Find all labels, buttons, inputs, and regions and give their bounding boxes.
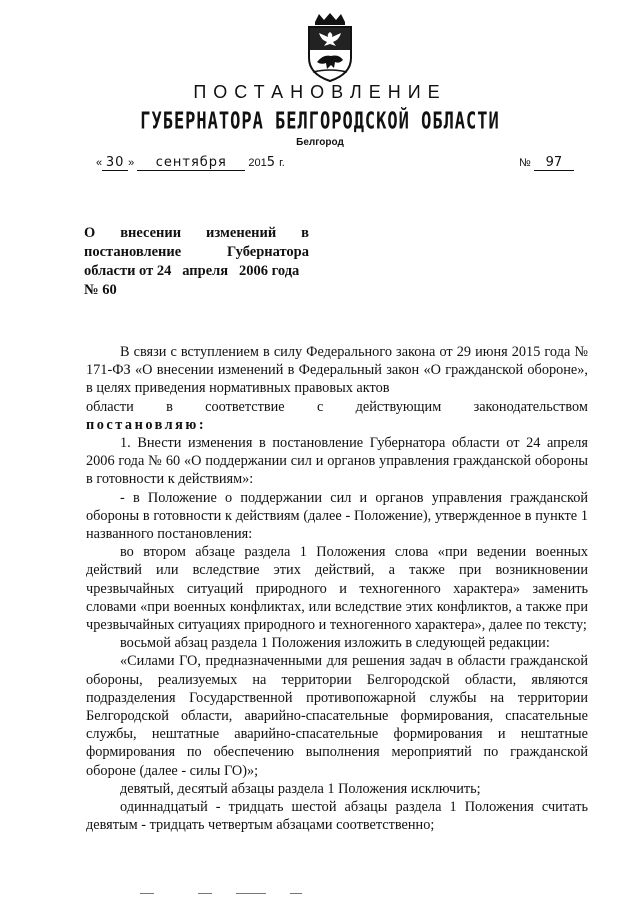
paragraph-preamble-last-line (86, 398, 588, 416)
date-year-unit: г. (279, 157, 285, 169)
body-word: законодательством (473, 398, 588, 415)
paragraph-exclusion: девятый, десятый абзацы раздела 1 Положения исключить; (120, 780, 481, 797)
subject-line: № 60 (84, 282, 117, 298)
issuer-title: ГУБЕРНАТОРА БЕЛГОРОДСКОЙ ОБЛАСТИ (140, 108, 500, 135)
document-body (86, 343, 588, 834)
belgorod-coat-of-arms-icon (301, 12, 359, 82)
subject-line: области от 24 апреля 2006 года (84, 263, 300, 279)
number-prefix: № (519, 157, 531, 169)
subject-word: О (84, 225, 96, 241)
body-word: действующим (355, 398, 442, 415)
paragraph-renumbering: одиннадцатый - тридцать шестой абзацы раздела 1 Положения считать девятым - тридцать четвертым абзацами соответственно; (86, 799, 588, 834)
date-month: сентября (137, 155, 245, 171)
document-date (96, 155, 285, 171)
date-close-quote: » (128, 157, 135, 169)
decree-word: постановляю: (86, 416, 207, 433)
subject-line (84, 243, 309, 262)
paragraph-regulation-amend: - в Положение о поддержании сил и органов управления гражданской обороны в готовности к действиям (далее - Положение), утвержденное в пункте 1 названного постановления: (86, 489, 588, 543)
subject-word: в (301, 225, 309, 241)
document-number (519, 155, 574, 171)
subject-word: Губернатора (226, 244, 309, 260)
document-subject (84, 224, 309, 300)
paragraph-second-para-amend: во втором абзаце раздела 1 Положения слова «при ведении военных действий или вследствие этих действий, а также при возникновении чрезвычайных ситуаций природного и техногенного характера» заменить словами «при военных конфликтах, или вследствие этих конфликтов, а также при чрезвычайных ситуациях природного и техногенного характера», далее по тексту; (86, 544, 588, 634)
subject-line (84, 224, 309, 243)
body-word: в (166, 398, 173, 415)
date-open-quote: « (96, 157, 103, 169)
paragraph-item-1: 1. Внести изменения в постановление Губернатора области от 24 апреля 2006 года № 60 «О поддержании сил и органов управления гражданской обороны в готовности к действиям»: (86, 435, 588, 488)
body-word: области (86, 398, 134, 415)
date-day: 30 (102, 155, 128, 171)
body-word: соответствие (205, 398, 285, 415)
date-year-prefix: 201 (248, 157, 267, 169)
number-value: 97 (534, 155, 574, 171)
date-year-suffix: 5 (266, 155, 277, 170)
paragraph-forces-definition: «Силами ГО, предназначенными для решения задач в области гражданской обороны, реализуемых на территории Белгородской области, являются подразделения Государственной противопожарной службы на территории Белгородской области, аварийно-спасательные формирования, спасательные службы, нештатные аварийно-спасательные формирования и нештатные формирования по обеспечению выполнения мероприятий по гражданской обороне (далее - силы ГО)»; (86, 653, 588, 779)
scan-artifact-marks (140, 893, 340, 895)
document-type-title: ПОСТАНОВЛЕНИЕ (193, 82, 447, 102)
subject-word: изменений (206, 225, 277, 241)
paragraph-preamble: В связи с вступлением в силу Федерального закона от 29 июня 2015 года № 171-ФЗ «О внесении изменений в Федеральный закон «О гражданской обороне», в целях приведения нормативных правовых актов (86, 344, 588, 397)
subject-word: постановление (84, 244, 182, 260)
paragraph-eighth-para-amend: восьмой абзац раздела 1 Положения изложить в следующей редакции: (120, 635, 550, 652)
city-label: Белгород (296, 137, 344, 148)
subject-word: внесении (120, 225, 182, 241)
body-word: с (316, 398, 324, 415)
